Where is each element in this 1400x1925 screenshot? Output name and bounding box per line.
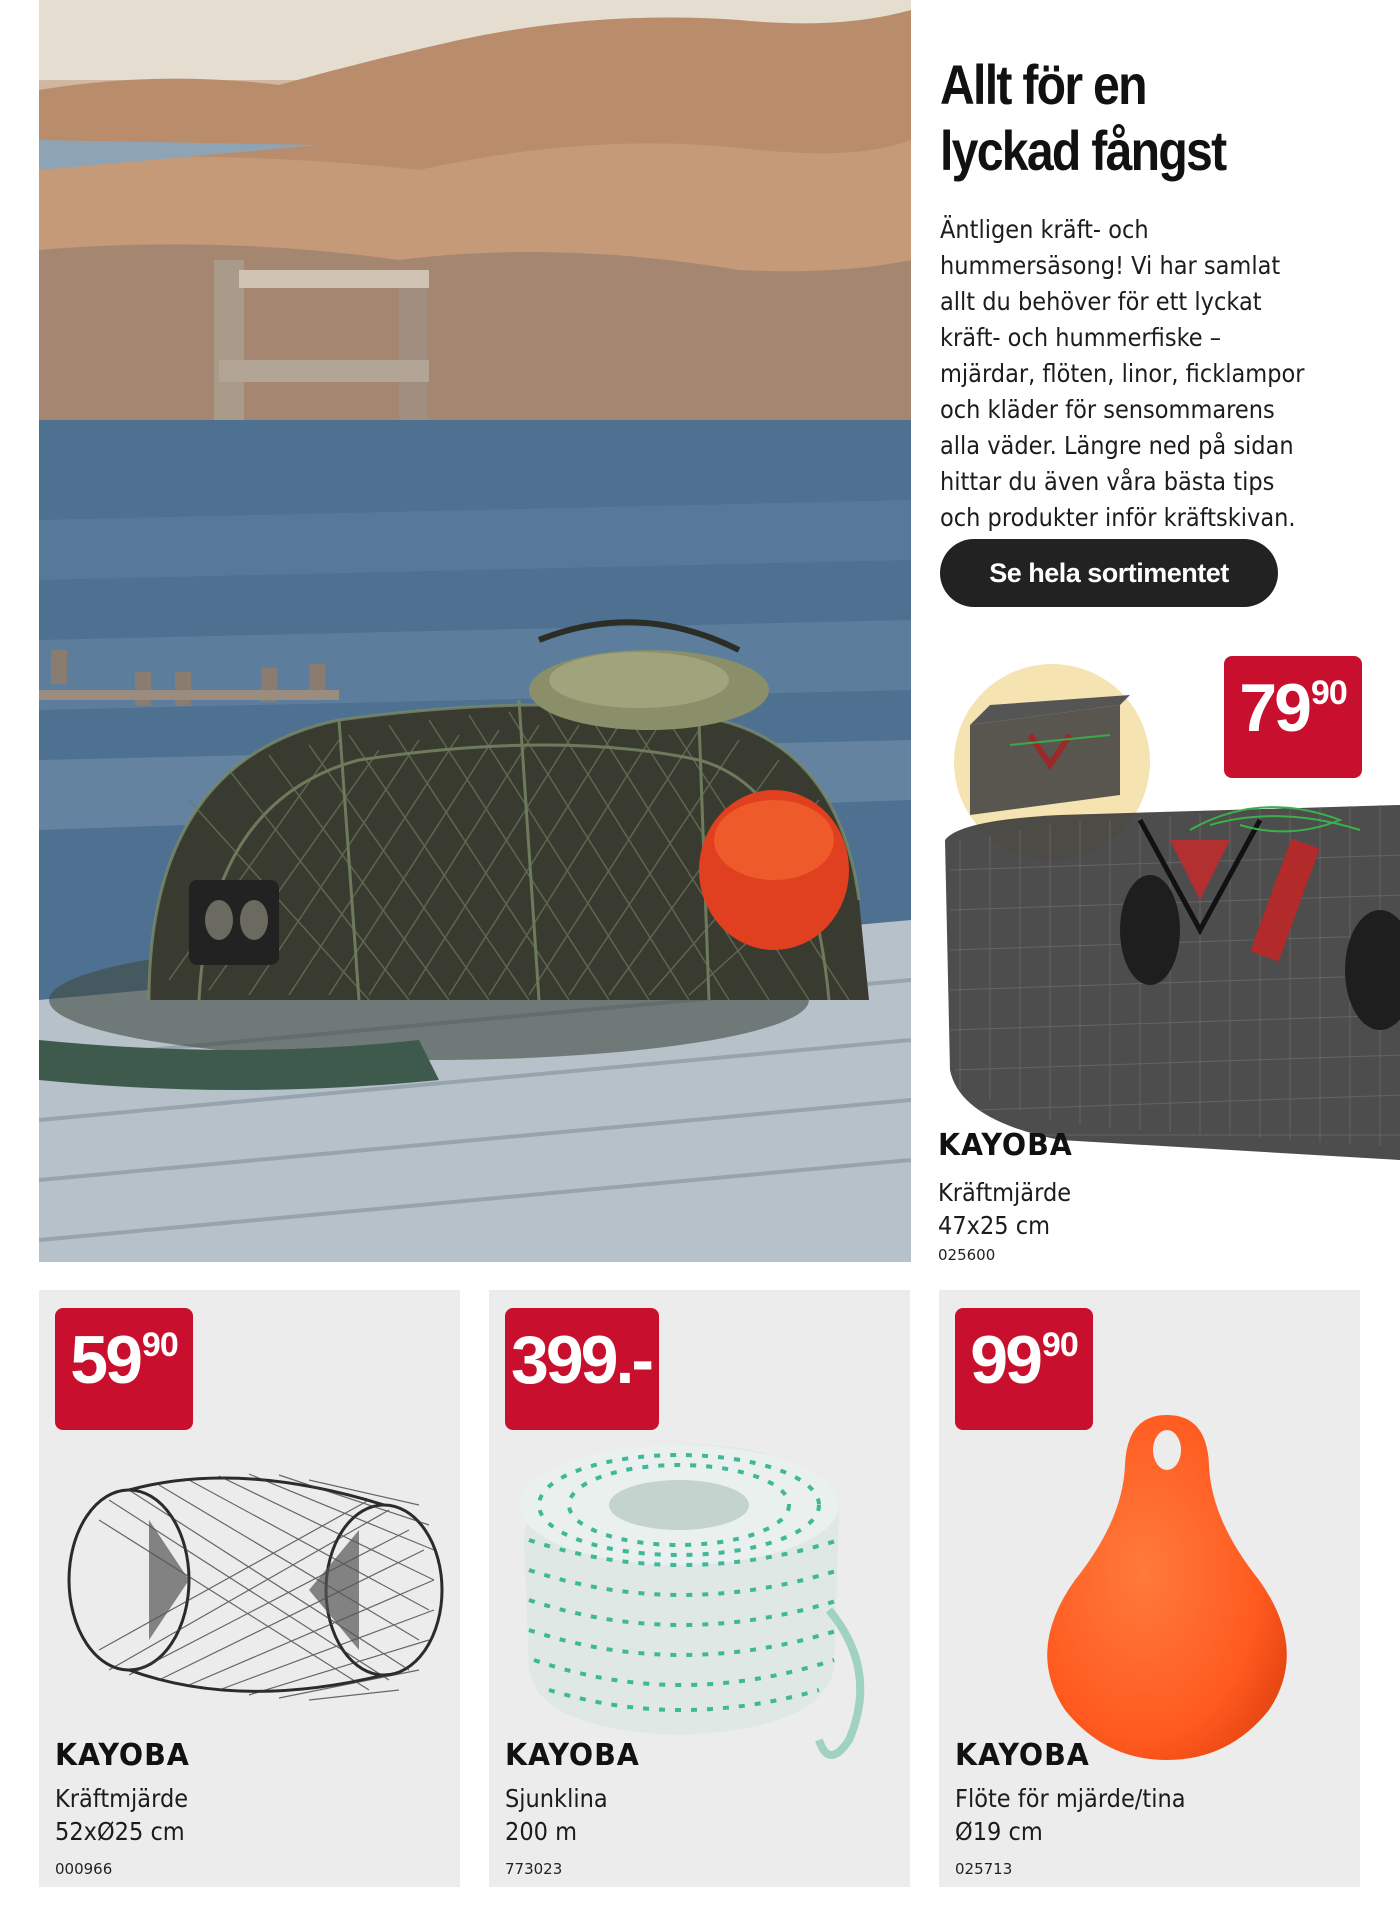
product-name-line-1: Kräftmjärde bbox=[55, 1784, 189, 1813]
product-name[interactable] bbox=[938, 1176, 1071, 1242]
price-integer: 79 bbox=[1239, 670, 1309, 746]
product-sku: 025600 bbox=[938, 1246, 996, 1264]
page-title bbox=[940, 52, 1310, 184]
intro-text: Äntligen kräft- och hummersäsong! Vi har samlat allt du behöver för ett lyckat kräft- och hummerfiske – mjärdar, flöten, linor, ficklampor och kläder för sensommarens alla väder. Längre ned på sidan hittar du även våra bästa tips och produkter inför kräftskivan. bbox=[940, 215, 1305, 532]
product-card[interactable] bbox=[489, 1290, 910, 1887]
product-card[interactable] bbox=[939, 1290, 1360, 1887]
product-card[interactable] bbox=[39, 1290, 460, 1887]
price-integer: 59 bbox=[70, 1322, 140, 1398]
price-integer: 99 bbox=[970, 1322, 1040, 1398]
product-sku: 773023 bbox=[505, 1860, 563, 1878]
price-badge bbox=[1224, 656, 1362, 778]
product-name-line-1: Flöte för mjärde/tina bbox=[955, 1784, 1186, 1813]
product-name-line-2: 52xØ25 cm bbox=[55, 1817, 185, 1846]
product-name-line-1: Sjunklina bbox=[505, 1784, 608, 1813]
product-sku: 000966 bbox=[55, 1860, 113, 1878]
product-name-line-2: 200 m bbox=[505, 1817, 578, 1846]
product-name bbox=[55, 1782, 188, 1848]
price-decimals: 90 bbox=[141, 1326, 178, 1364]
headline-line-2: lyckad fångst bbox=[940, 119, 1226, 182]
product-name bbox=[955, 1782, 1186, 1848]
product-name-line-1: Kräftmjärde bbox=[938, 1178, 1072, 1207]
price-badge bbox=[55, 1308, 193, 1430]
see-full-range-button[interactable]: Se hela sortimentet bbox=[940, 539, 1278, 607]
product-sku: 025713 bbox=[955, 1860, 1013, 1878]
brand-logo: KAYOBA bbox=[955, 1738, 1090, 1773]
price-badge bbox=[505, 1308, 659, 1430]
lobster-trap-photo bbox=[39, 0, 911, 1262]
price-decimals: 90 bbox=[1041, 1326, 1078, 1364]
hero-photo bbox=[39, 0, 911, 1262]
headline-line-1: Allt för en bbox=[940, 53, 1146, 116]
brand-logo: KAYOBA bbox=[938, 1128, 1073, 1163]
product-name-line-2: 47x25 cm bbox=[938, 1211, 1051, 1240]
price-decimals: 90 bbox=[1310, 674, 1347, 712]
brand-logo: KAYOBA bbox=[55, 1738, 190, 1773]
brand-logo: KAYOBA bbox=[505, 1738, 640, 1773]
product-name-line-2: Ø19 cm bbox=[955, 1817, 1043, 1846]
price-integer: 399.- bbox=[511, 1322, 651, 1398]
product-name bbox=[505, 1782, 608, 1848]
price-badge bbox=[955, 1308, 1093, 1430]
